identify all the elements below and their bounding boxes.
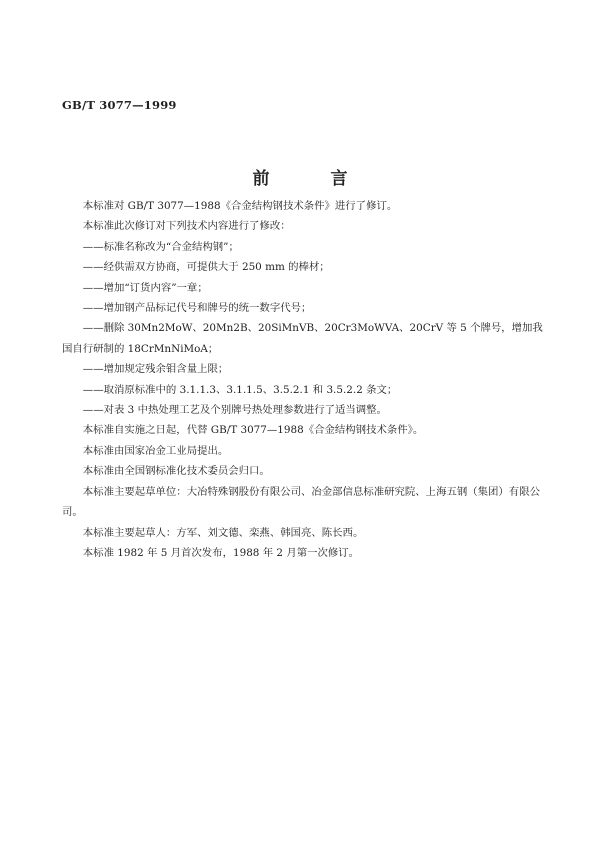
paragraph: 本标准主要起草单位：大冶特殊钢股份有限公司、冶金部信息标准研究院、上海五钢（集团）有限公司。 <box>62 485 540 519</box>
paragraph: ——标准名称改为“合金结构钢”； <box>82 240 239 253</box>
paragraph: ——增加钢产品标记代号和牌号的统一数字代号； <box>82 302 312 315</box>
paragraph: ——经供需双方协商，可提供大于 250 mm 的棒材； <box>82 261 330 274</box>
paragraph: 本标准主要起草人：方军、刘文德、栾燕、韩国亮、陈长西。 <box>82 526 364 539</box>
paragraph: 本标准此次修订对下列技术内容进行了修改： <box>82 220 291 233</box>
document-body <box>62 196 552 563</box>
paragraph: 本标准 1982 年 5 月首次发布，1988 年 2 月第一次修订。 <box>82 546 360 559</box>
paragraph: 本标准自实施之日起，代替 GB/T 3077—1988《合金结构钢技术条件》。 <box>82 424 424 437</box>
paragraph: ——取消原标准中的 3.1.1.3、3.1.1.5、3.5.2.1 和 3.5.2.2 条文； <box>82 383 398 396</box>
page-title: 前 言 <box>252 169 370 189</box>
paragraph: ——删除 30Mn2MoW、20Mn2B、20SiMnVB、20Cr3MoWVA、20CrV 等 5 个牌号，增加我国自行研制的 18CrMnNiMoA； <box>62 322 543 355</box>
paragraph: 本标准对 GB/T 3077—1988《合金结构钢技术条件》进行了修订。 <box>82 200 398 212</box>
paragraph: 本标准由全国钢标准化技术委员会归口。 <box>82 465 270 478</box>
paragraph: 本标准由国家冶金工业局提出。 <box>82 444 229 457</box>
paragraph: ——增加“订货内容”一章； <box>82 281 208 294</box>
standard-code: GB/T 3077—1999 <box>62 98 177 112</box>
paragraph: ——增加规定残余钼含量上限； <box>82 363 229 376</box>
paragraph: ——对表 3 中热处理工艺及个别牌号热处理参数进行了适当调整。 <box>82 404 387 417</box>
